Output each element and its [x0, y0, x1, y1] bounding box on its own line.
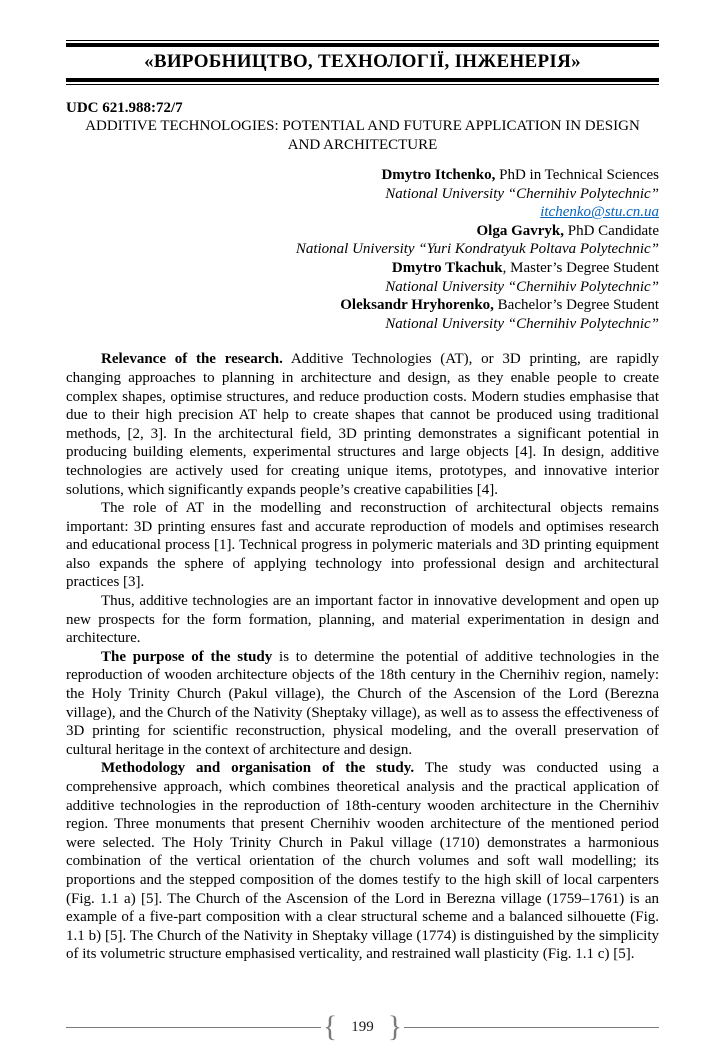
author-email-line [66, 203, 659, 222]
paragraph-text: The study was conducted using a comprehensive approach, which combines theoretical analysis and the practical application of additive technologies in the reproduction of 18th-century wooden architecture in the Chernihiv region. Three monuments that present Chernihiv wooden architecture of the mentioned period were selected. The Holy Trinity Church in Pakul village (1710) demonstrates a harmonious combination of the vertical orientation of the church volumes and soft wall modelling; its proportions and the stepped composition of the domes testify to the high skill of local carpenters (Fig. 1.1 a) [5]. The Church of the Ascension of the Lord in Berezna village (1759–1761) is an example of a five-part composition with a clear structural scheme and a balanced silhouette (Fig. 1.1 b) [5]. The Church of the Nativity in Sheptaky village (1774) is distinguished by the simplicity of its volumetric structure emphasised verticality, and restrained wall plasticity (Fig. 1.1 c) [5]. [66, 760, 660, 963]
footer-right-brace: } [387, 1010, 403, 1043]
footer-left-brace: { [322, 1010, 338, 1043]
author-affiliation: National University “Chernihiv Polytechnic” [385, 185, 659, 202]
page-footer [66, 1012, 659, 1042]
author-role: PhD Candidate [564, 222, 659, 239]
author-role: , Master’s Degree Student [502, 259, 659, 276]
paragraph-text: Additive Technologies (AT), or 3D printing, are rapidly changing approaches to planning in architecture and design, as they enable people to create complex shapes, optimise structures, and reduce production costs. Modern studies emphasise that due to their high precision AT help to create shapes that cannot be produced using traditional methods, [2, 3]. In the architectural field, 3D printing demonstrates a significant potential in producing building elements, experimental structures and large objects [4]. In design, additive technologies are actively used for creating unique items, prototypes, and innovative interior solutions, which significantly expands people’s creative capabilities [4]. [66, 351, 659, 498]
author-line [66, 296, 659, 315]
paragraph-lead: The purpose of the study [101, 648, 273, 665]
paragraph-text: The role of AT in the modelling and reconstruction of architectural objects remains important: 3D printing ensures fast and accurate reproduction of models and optimises research and educational process [1]. Technical progress in polymeric materials and 3D printing equipment also expands the sphere of applying technology into professional design and architectural practices [3]. [66, 500, 659, 591]
paragraph-lead: Methodology and organisation of the study. [101, 760, 415, 777]
author-line [66, 259, 659, 278]
author-affiliation: National University “Yuri Kondratyuk Poltava Polytechnic” [295, 241, 659, 258]
paragraph-thus [66, 592, 659, 648]
udc-code: UDC 621.988:72/7 [66, 100, 183, 116]
author-name: Dmytro Tkachuk [391, 259, 503, 276]
paragraph-purpose [66, 648, 659, 760]
article-body [66, 350, 659, 964]
page-content [66, 40, 659, 964]
author-block [66, 166, 659, 333]
author-name: Olga Gavryk, [476, 222, 564, 239]
author-line [66, 166, 659, 185]
author-affiliation: National University “Chernihiv Polytechnic” [385, 278, 659, 295]
author-name: Oleksandr Hryhorenko, [340, 297, 494, 314]
paragraph-methodology [66, 759, 659, 964]
author-role: PhD in Technical Sciences [495, 167, 659, 183]
author-line [66, 222, 659, 241]
paragraph-relevance [66, 350, 659, 499]
author-email-link[interactable]: itchenko@stu.cn.ua [540, 204, 659, 221]
paragraph-lead: Relevance of the research. [101, 351, 283, 368]
paper-title: ADDITIVE TECHNOLOGIES: POTENTIAL AND FUTURE APPLICATION IN DESIGN AND ARCHITECTURE [85, 118, 640, 153]
footer-rule-right [404, 1027, 659, 1028]
author-affiliation: National University “Chernihiv Polytechnic” [385, 315, 659, 332]
journal-banner [66, 40, 659, 85]
paragraph-role-of-at [66, 499, 659, 592]
author-name: Dmytro Itchenko, [381, 167, 496, 183]
footer-rule-left [66, 1027, 321, 1028]
author-role: Bachelor’s Degree Student [493, 297, 659, 314]
journal-banner-title: «ВИРОБНИЦТВО, ТЕХНОЛОГІЇ, ІНЖЕНЕРІЯ» [66, 43, 659, 82]
page-number: 199 [351, 1018, 374, 1035]
paragraph-text: is to determine the potential of additive technologies in the reproduction of wooden architecture objects of the 18th century in the Chernihiv region, namely: the Holy Trinity Church (Pakul village), the Church of the Ascension of the Lord (Berezna village), and the Church of the Nativity (Sheptaky village), as well as to assess the effectiveness of 3D printing for scientific reconstruction, physical modeling, and the overall preservation of cultural heritage in the context of architecture and design. [66, 648, 659, 758]
paragraph-text: Thus, additive technologies are an important factor in innovative development and open up new prospects for the form formation, planning, and material experimentation in design and architecture. [66, 593, 659, 647]
